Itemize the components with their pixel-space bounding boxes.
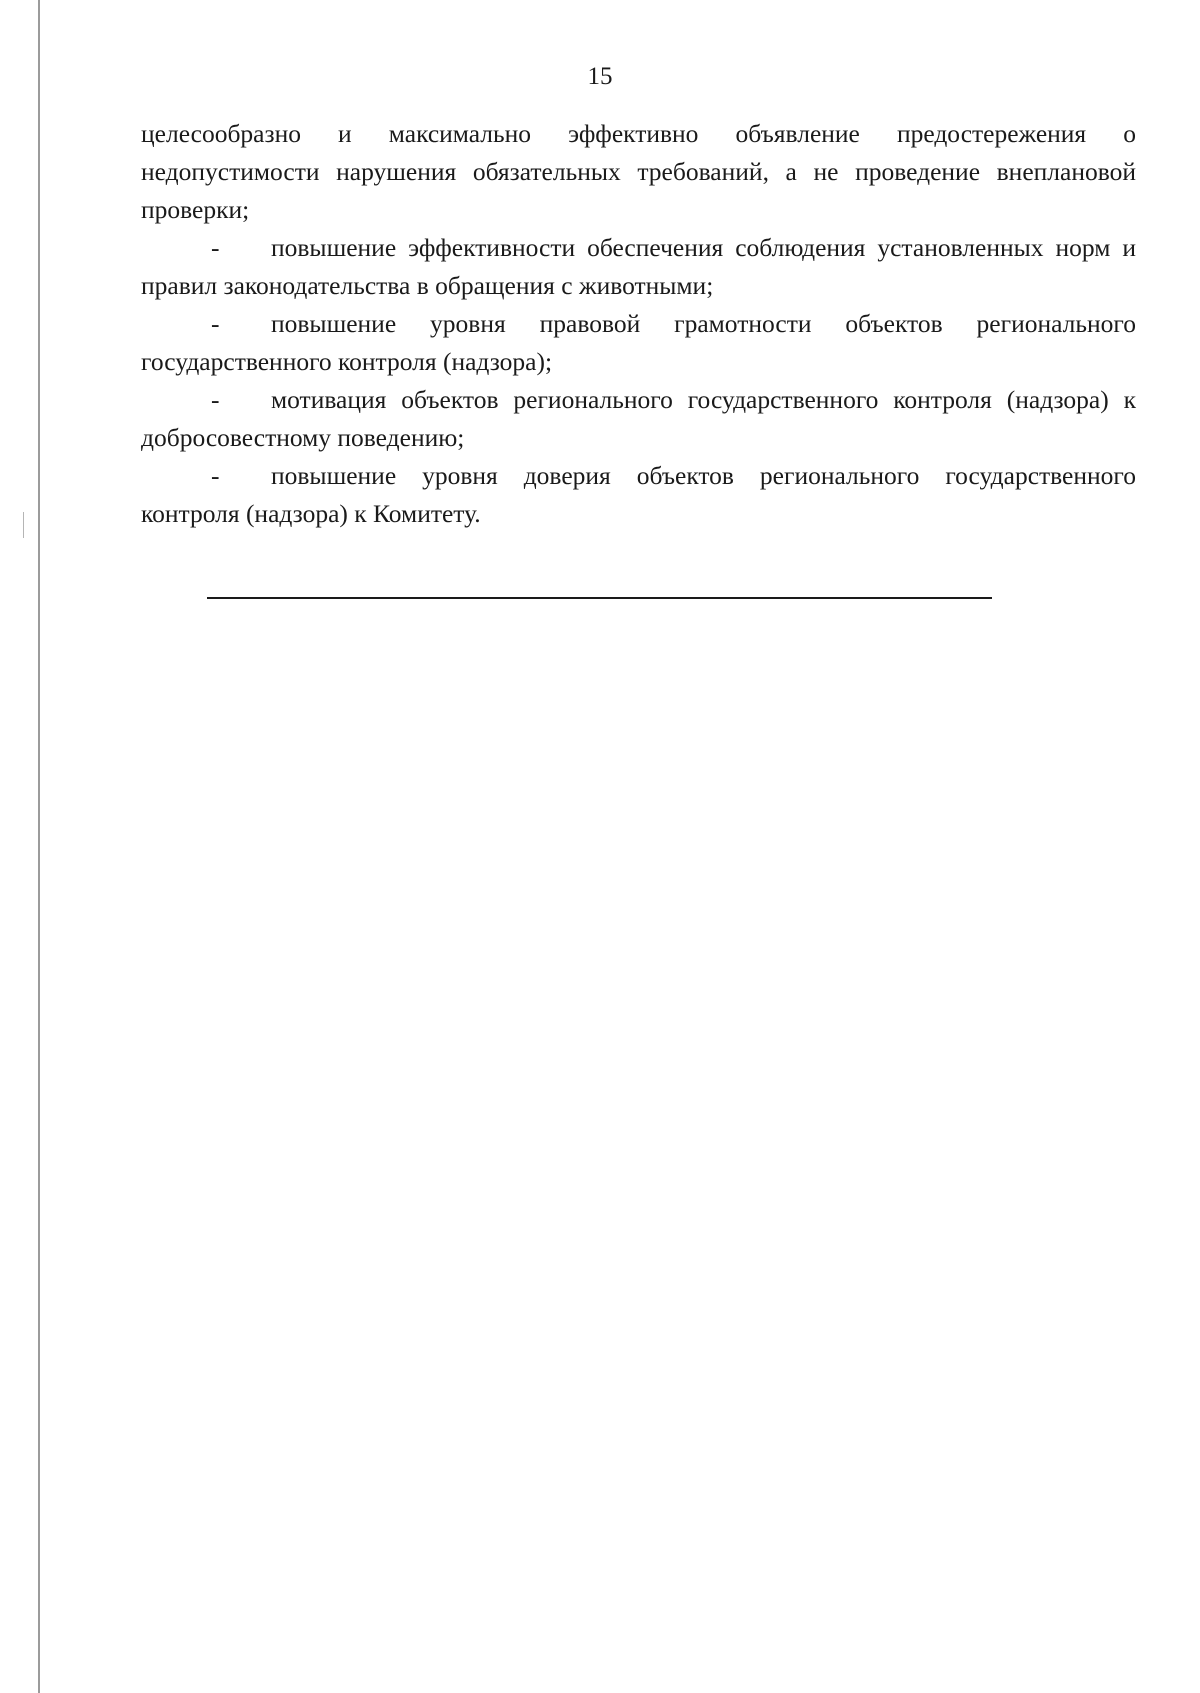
list-item bbox=[141, 305, 1136, 381]
list-item-text: повышение уровня доверия объектов регионального государственного контроля (надзора) к Комитету. bbox=[141, 461, 1136, 528]
list-item-text: повышение уровня правовой грамотности объектов регионального государственного контроля (надзора); bbox=[141, 309, 1136, 376]
list-item bbox=[141, 381, 1136, 457]
scan-binding-edge bbox=[38, 0, 40, 1693]
document-body bbox=[141, 115, 1136, 533]
dash-marker: - bbox=[211, 233, 220, 262]
paragraph-text: целесообразно и максимально эффективно объявление предостережения о недопустимости нарушения обязательных требований, а не проведение внеплановой проверки; bbox=[141, 119, 1136, 224]
list-item bbox=[141, 457, 1136, 533]
paragraph-continuation bbox=[141, 115, 1136, 229]
page-number: 15 bbox=[587, 63, 613, 90]
dash-marker: - bbox=[211, 461, 220, 490]
list-item bbox=[141, 229, 1136, 305]
dash-marker: - bbox=[211, 385, 220, 414]
list-item-text: мотивация объектов регионального государственного контроля (надзора) к добросовестному поведению; bbox=[141, 385, 1136, 452]
list-item-text: повышение эффективности обеспечения соблюдения установленных норм и правил законодательства в обращения с животными; bbox=[141, 233, 1136, 300]
scan-mark bbox=[23, 512, 24, 538]
end-of-document-rule bbox=[207, 597, 992, 599]
dash-marker: - bbox=[211, 309, 220, 338]
